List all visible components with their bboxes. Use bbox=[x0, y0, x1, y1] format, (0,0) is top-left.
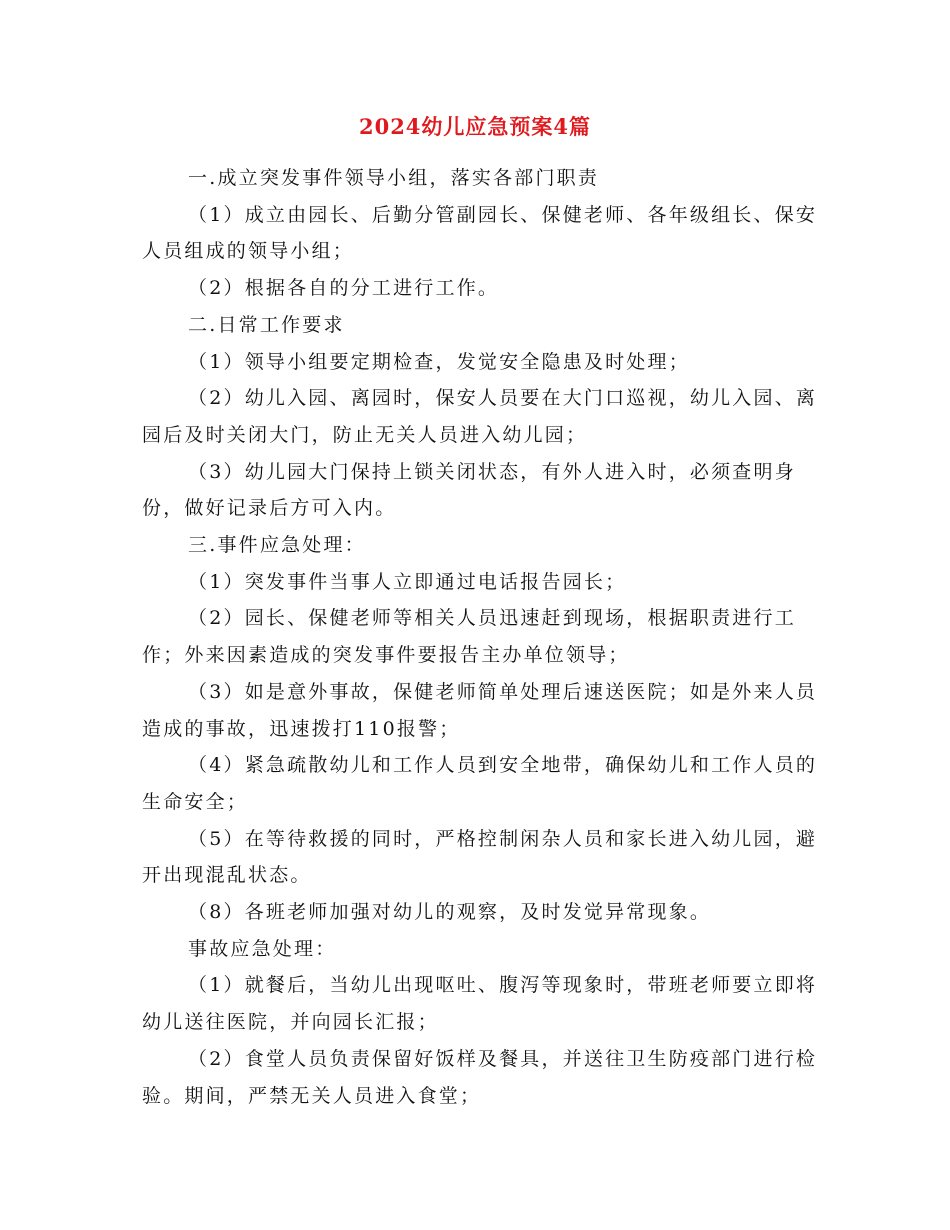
section-heading-2: 二.日常工作要求 bbox=[188, 313, 345, 336]
paragraph: （2）幼儿入园、离园时，保安人员要在大门口巡视，幼儿入园、离园后及时关闭大门，防止无关人员进入幼儿园； bbox=[142, 387, 818, 446]
paragraph: （1）成立由园长、后勤分管副园长、保健老师、各年级组长、保安人员组成的领导小组； bbox=[142, 203, 818, 263]
paragraph: （1）就餐后，当幼儿出现呕吐、腹泻等现象时，带班老师要立即将幼儿送往医院，并向园长汇报； bbox=[142, 974, 818, 1034]
paragraph: （2）园长、保健老师等相关人员迅速赶到现场，根据职责进行工作；外来因素造成的突发事件要报告主办单位领导； bbox=[142, 607, 796, 667]
section-heading-3: 三.事件应急处理： bbox=[188, 534, 366, 557]
paragraph: （3）如是意外事故，保健老师简单处理后速送医院；如是外来人员造成的事故，迅速拨打110报警； bbox=[142, 680, 818, 740]
section-heading-1: 一.成立突发事件领导小组，落实各部门职责 bbox=[188, 167, 600, 189]
paragraph: （4）紧急疏散幼儿和工作人员到安全地带，确保幼儿和工作人员的生命安全； bbox=[142, 754, 818, 813]
document-body bbox=[142, 160, 822, 1114]
paragraph: （8）各班老师加强对幼儿的观察，及时发觉异常现象。 bbox=[188, 901, 712, 924]
document-title: 2024幼儿应急预案4篇 bbox=[358, 114, 592, 139]
paragraph: （1）领导小组要定期检查，发觉安全隐患及时处理； bbox=[188, 350, 690, 373]
paragraph: （3）幼儿园大门保持上锁关闭状态，有外人进入时，必须查明身份，做好记录后方可入内。 bbox=[142, 460, 796, 520]
section-heading-4: 事故应急处理： bbox=[188, 937, 337, 960]
paragraph: （5）在等待救援的同时，严格控制闲杂人员和家长进入幼儿园，避开出现混乱状态。 bbox=[142, 827, 818, 887]
paragraph: （1）突发事件当事人立即通过电话报告园长； bbox=[188, 570, 627, 593]
paragraph: （2）食堂人员负责保留好饭样及餐具，并送往卫生防疫部门进行检验。期间，严禁无关人员进入食堂； bbox=[142, 1047, 818, 1107]
paragraph: （2）根据各自的分工进行工作。 bbox=[188, 277, 500, 300]
